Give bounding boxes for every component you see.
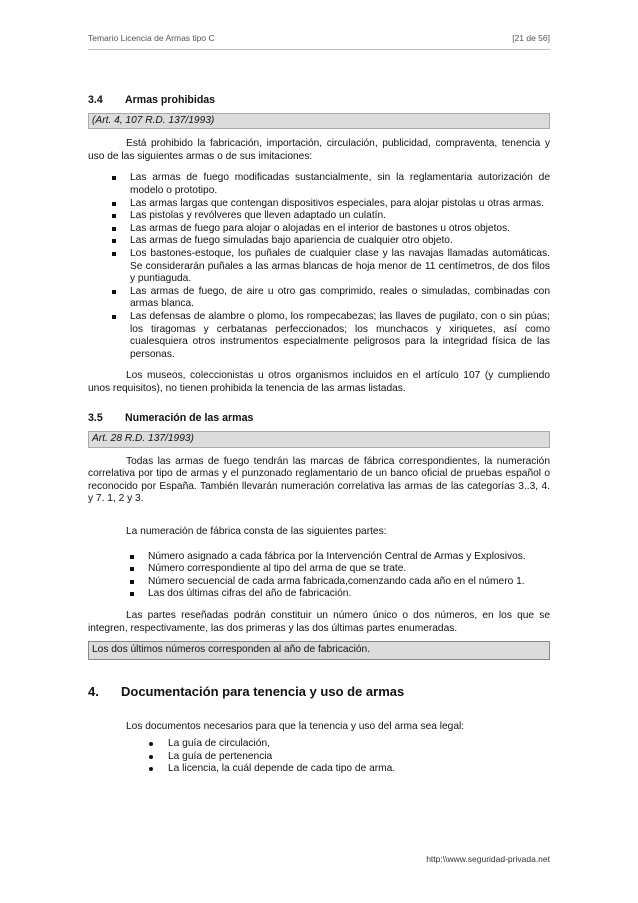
paragraph: Los documentos necesarios para que la tenencia y uso del arma sea legal: — [126, 721, 465, 733]
list-item: La guía de pertenencia — [168, 751, 550, 764]
paragraph: Las partes reseñadas podrán constituir un número único o dos números, en los que se integren, respectivamente, las dos primeras y las dos últimas partes enumeradas. — [88, 610, 550, 634]
documents-list — [88, 738, 550, 776]
paragraph: Todas las armas de fuego tendrán las marcas de fábrica correspondientes, la numeración correlativa por tipo de armas y el punzonado reglamentario de un banco oficial de pruebas español o reconocido por España. También llevarán numeración correlativa las armas de las categorías 3..3, 4. y 7. 1, 2 y 3. — [88, 455, 550, 505]
prohibited-weapons-list — [88, 172, 550, 361]
section-heading-3-5: 3.5 Numeración de las armas — [88, 412, 254, 425]
paragraph: Los museos, coleccionistas u otros organismos incluidos en el artículo 107 (y cumpliendo unos requisitos), no tienen prohibida la tenencia de las armas listadas. — [88, 370, 550, 394]
list-item: Las armas de fuego, de aire u otro gas comprimido, reales o simuladas, combinadas con armas blanca. — [130, 285, 550, 310]
paragraph: La numeración de fábrica consta de las siguientes partes: — [126, 526, 387, 538]
chapter-heading-4: 4. Documentación para tenencia y uso de armas — [88, 683, 405, 699]
list-item: Las armas largas que contengan dispositivos especiales, para alojar pistolas u otras armas. — [130, 198, 550, 211]
list-item: Número secuencial de cada arma fabricada,comenzando cada año en el número 1. — [148, 576, 550, 589]
section-heading-3-4: 3.4 Armas prohibidas — [88, 94, 216, 106]
list-item: Los bastones-estoque, los puñales de cualquier clase y las navajas llamadas automáticas. Se considerarán puñales a las armas blancas de hoja menor de 11 centímetros, de dos filos y puntiaguda. — [130, 247, 550, 285]
legal-reference: Art. 28 R.D. 137/1993) — [88, 431, 550, 448]
page-header — [88, 33, 550, 50]
list-item: Las armas de fuego simuladas bajo apariencia de cualquier otro objeto. — [130, 235, 550, 248]
list-item: Las defensas de alambre o plomo, los rompecabezas; las llaves de pugilato, con o sin púas; los tiragomas y cerbatanas perfeccionados; los munchacos y xiriquetes, así como cualesquiera otros instrumentos especialmente peligrosos para la integridad física de las personas. — [130, 310, 550, 360]
list-item: La licencia, la cuál depende de cada tipo de arma. — [168, 763, 550, 776]
list-item: Número asignado a cada fábrica por la Intervención Central de Armas y Explosivos. — [148, 551, 550, 564]
legal-reference: (Art. 4, 107 R.D. 137/1993) — [88, 113, 550, 130]
page-number: [21 de 56] — [512, 33, 550, 43]
list-item: La guía de circulación, — [168, 738, 550, 751]
header-title: Temario Licencia de Armas tipo C — [88, 33, 215, 43]
main-content — [88, 94, 550, 776]
list-item: Número correspondiente al tipo del arma de que se trate. — [148, 563, 550, 576]
highlight-note: Los dos últimos números corresponden al año de fabricación. — [88, 641, 550, 660]
list-item: Las armas de fuego para alojar o alojadas en el interior de bastones u otros objetos. — [130, 223, 550, 236]
list-item: Las dos últimas cifras del año de fabricación. — [148, 588, 550, 601]
list-item: Las armas de fuego modificadas sustancialmente, sin la reglamentaria autorización de modelo o prototipo. — [130, 172, 550, 196]
paragraph: Está prohibido la fabricación, importación, circulación, publicidad, compraventa, tenencia y uso de las siguientes armas o de sus imitaciones: — [88, 138, 550, 162]
footer-url: http:\\www.seguridad-privada.net — [426, 854, 550, 864]
numbering-parts-list — [88, 551, 550, 601]
list-item: Las pistolas y revólveres que lleven adaptado un culatín. — [130, 210, 550, 223]
